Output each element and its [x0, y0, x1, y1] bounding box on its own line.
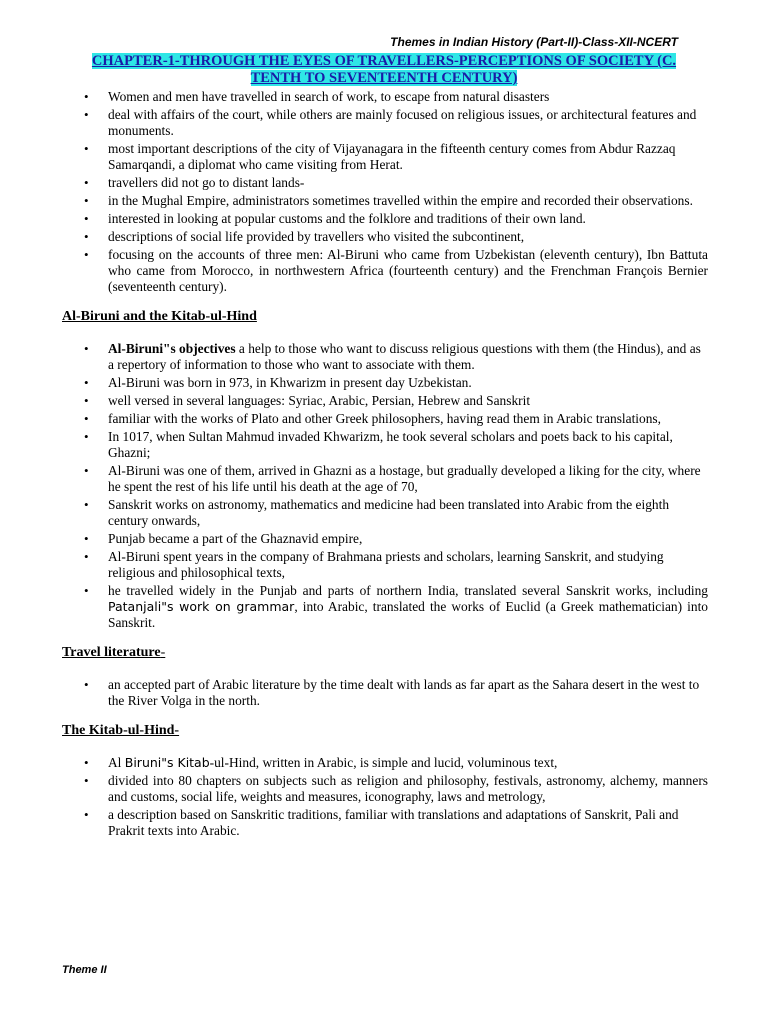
list-item: • Al-Biruni"s objectives a help to those who want to discuss religious questions with them (the Hindus), and as a repertory of information to those who want to associate with them. [60, 341, 708, 373]
intro-list [60, 89, 708, 295]
list-item: • in the Mughal Empire, administrators sometimes travelled within the empire and recorded their observations. [60, 193, 708, 209]
chapter-title-line1: CHAPTER-1-THROUGH THE EYES OF TRAVELLERS-PERCEPTIONS OF SOCIETY (C. [91, 53, 677, 69]
list-item: • an accepted part of Arabic literature by the time dealt with lands as far apart as the Sahara desert in the west to the River Volga in the north. [60, 677, 708, 709]
list-item: • In 1017, when Sultan Mahmud invaded Khwarizm, he took several scholars and poets back to his capital, Ghazni; [60, 429, 708, 461]
al-biruni-list [60, 341, 708, 631]
list-item: • Sanskrit works on astronomy, mathematics and medicine had been translated into Arabic from the eighth century onwards, [60, 497, 708, 529]
kitab-ul-hind-list [60, 755, 708, 839]
patanjali-text: Patanjali"s work on grammar [108, 599, 295, 614]
list-item: • travellers did not go to distant lands- [60, 175, 708, 191]
list-item: • familiar with the works of Plato and other Greek philosophers, having read them in Arabic translations, [60, 411, 708, 427]
chapter-title-line2: TENTH TO SEVENTEENTH CENTURY) [250, 70, 518, 86]
list-item: • he travelled widely in the Punjab and parts of northern India, translated several Sanskrit works, including Patanjali"s work on grammar, into Arabic, translated the works of Euclid (a Greek mathematician) into Sanskrit. [60, 583, 708, 631]
list-item: • Al-Biruni spent years in the company of Brahmana priests and scholars, learning Sanskrit, and studying religious and philosophical texts, [60, 549, 708, 581]
travel-literature-list [60, 677, 708, 709]
list-item: • Women and men have travelled in search of work, to escape from natural disasters [60, 89, 708, 105]
list-item: • Al-Biruni was one of them, arrived in Ghazni as a hostage, but gradually developed a liking for the city, where he spent the rest of his life until his death at the age of 70, [60, 463, 708, 495]
list-item: • divided into 80 chapters on subjects such as religion and philosophy, festivals, astronomy, alchemy, manners and customs, social life, weights and measures, iconography, laws and metrology, [60, 773, 708, 805]
list-item: • Al Biruni"s Kitab-ul-Hind, written in Arabic, is simple and lucid, voluminous text, [60, 755, 708, 771]
page-footer: Theme II [62, 964, 107, 976]
section-heading-travel-literature: Travel literature- [62, 645, 166, 660]
objectives-label: Al-Biruni"s objectives [108, 341, 236, 356]
section-heading-al-biruni: Al-Biruni and the Kitab-ul-Hind [62, 309, 257, 324]
list-item: • a description based on Sanskritic traditions, familiar with translations and adaptations of Sanskrit, Pali and Prakrit texts into Arabic. [60, 807, 708, 839]
list-item: • most important descriptions of the city of Vijayanagara in the fifteenth century comes from Abdur Razzaq Samarqandi, a diplomat who came visiting from Herat. [60, 141, 708, 173]
list-item: • interested in looking at popular customs and the folklore and traditions of their own land. [60, 211, 708, 227]
running-header: Themes in Indian History (Part-II)-Class-XII-NCERT [390, 35, 678, 49]
list-item: • deal with affairs of the court, while others are mainly focused on religious issues, or architectural features and monuments. [60, 107, 708, 139]
content [60, 89, 708, 841]
chapter-title [60, 53, 708, 87]
list-item: • focusing on the accounts of three men: Al-Biruni who came from Uzbekistan (eleventh century), Ibn Battuta who came from Morocco, in northwestern Africa (fourteenth century) and the Frenchman François Bernier (seventeenth century). [60, 247, 708, 295]
list-item: • well versed in several languages: Syriac, Arabic, Persian, Hebrew and Sanskrit [60, 393, 708, 409]
list-item: • Al-Biruni was born in 973, in Khwarizm in present day Uzbekistan. [60, 375, 708, 391]
list-item: • descriptions of social life provided by travellers who visited the subcontinent, [60, 229, 708, 245]
list-item: • Punjab became a part of the Ghaznavid empire, [60, 531, 708, 547]
section-heading-kitab-ul-hind: The Kitab-ul-Hind- [62, 723, 180, 738]
